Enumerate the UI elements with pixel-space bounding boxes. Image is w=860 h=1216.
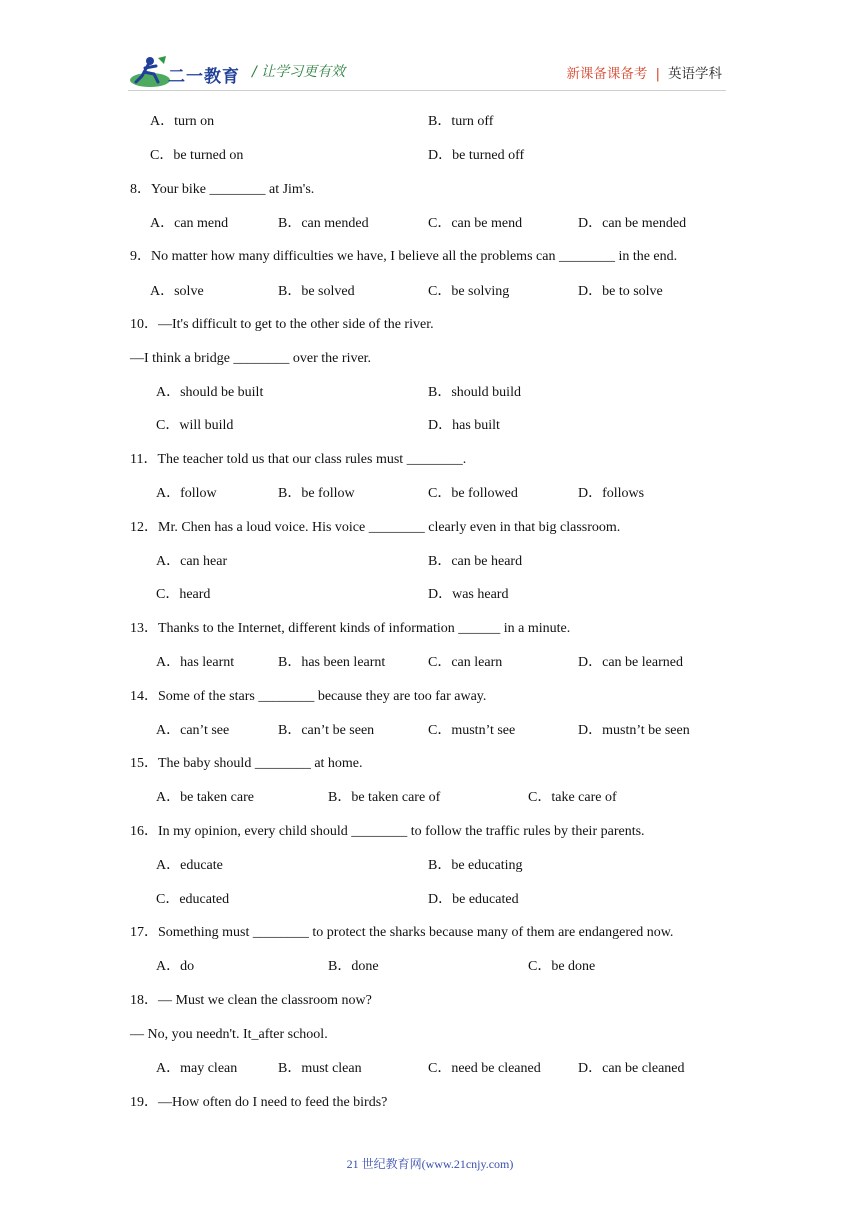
q8-option-c: C．can be mend (428, 216, 523, 231)
q18-option-a: A．may clean (156, 1061, 238, 1076)
q8-option-b: B．can mended (278, 216, 369, 231)
question-16: 16．In my opinion, every child should ________ to follow the traffic rules by their parents. (130, 824, 645, 839)
q7-option-d: D．be turned off (428, 148, 525, 163)
q17-option-b: B．done (328, 959, 379, 974)
q10-option-d: D．has built (428, 418, 500, 433)
q11-option-c: C．be followed (428, 486, 518, 501)
q13-option-d: D．can be learned (578, 655, 683, 670)
q16-option-d: D．be educated (428, 892, 519, 907)
subject-label: 英语学科 (668, 66, 722, 82)
header-separator: | (655, 66, 660, 82)
q10-option-b: B．should build (428, 385, 521, 400)
q18-option-c: C．need be cleaned (428, 1061, 541, 1076)
q15-option-b: B．be taken care of (328, 790, 441, 805)
q13-option-c: C．can learn (428, 655, 503, 670)
q7-option-b: B．turn off (428, 114, 494, 129)
q12-option-b: B．can be heard (428, 554, 523, 569)
q11-option-b: B．be follow (278, 486, 355, 501)
q14-option-d: D．mustn’t be seen (578, 723, 690, 738)
q8-option-a: A．can mend (150, 216, 229, 231)
q8-option-d: D．can be mended (578, 216, 687, 231)
q14-option-b: B．can’t be seen (278, 723, 375, 738)
question-14: 14．Some of the stars ________ because they are too far away. (130, 689, 487, 704)
header-right (566, 62, 722, 82)
q17-option-a: A．do (156, 959, 195, 974)
header-divider (128, 90, 726, 91)
question-13: 13．Thanks to the Internet, different kinds of information ______ in a minute. (130, 621, 571, 636)
q13-option-b: B．has been learnt (278, 655, 386, 670)
q9-option-a: A．solve (150, 284, 204, 299)
question-15: 15．The baby should ________ at home. (130, 756, 363, 771)
course-label: 新课备课备考 (566, 66, 648, 82)
q12-option-c: C．heard (156, 587, 211, 602)
brand-name: 二一教育 (168, 67, 240, 87)
q11-option-a: A．follow (156, 486, 217, 501)
q16-option-b: B．be educating (428, 858, 523, 873)
q12-option-a: A．can hear (156, 554, 228, 569)
q7-option-a: A．turn on (150, 114, 215, 129)
q14-option-c: C．mustn’t see (428, 723, 516, 738)
q10-option-a: A．should be built (156, 385, 264, 400)
page-footer: 21 世纪教育网(www.21cnjy.com) (346, 1157, 514, 1171)
q15-option-c: C．take care of (528, 790, 617, 805)
q13-option-a: A．has learnt (156, 655, 235, 670)
question-12: 12．Mr. Chen has a loud voice. His voice ________ clearly even in that big classroom. (130, 520, 621, 535)
q16-option-c: C．educated (156, 892, 230, 907)
q18-option-b: B．must clean (278, 1061, 362, 1076)
q18-option-d: D．can be cleaned (578, 1061, 685, 1076)
q12-option-d: D．was heard (428, 587, 509, 602)
question-19: 19．—How often do I need to feed the birds? (130, 1095, 388, 1110)
question-10: 10．—It's difficult to get to the other side of the river. (130, 317, 434, 332)
q9-option-b: B．be solved (278, 284, 355, 299)
question-10-reply: —I think a bridge ________ over the river. (130, 351, 372, 366)
q15-option-a: A．be taken care (156, 790, 254, 805)
q17-option-c: C．be done (528, 959, 596, 974)
question-18-reply: — No, you needn't. It_after school. (130, 1027, 328, 1042)
q9-option-d: D．be to solve (578, 284, 663, 299)
q10-option-c: C．will build (156, 418, 234, 433)
question-9: 9．No matter how many difficulties we have, I believe all the problems can ________ in the end. (130, 249, 678, 264)
question-11: 11．The teacher told us that our class rules must ________. (130, 452, 467, 467)
q16-option-a: A．educate (156, 858, 223, 873)
page-header (0, 0, 860, 100)
q11-option-d: D．follows (578, 486, 645, 501)
q7-option-c: C．be turned on (150, 148, 244, 163)
question-18: 18．— Must we clean the classroom now? (130, 993, 372, 1008)
q9-option-c: C．be solving (428, 284, 510, 299)
question-8: 8．Your bike ________ at Jim's. (130, 182, 315, 197)
brand-slogan: / 让学习更有效 (252, 64, 346, 80)
q14-option-a: A．can’t see (156, 723, 230, 738)
question-17: 17．Something must ________ to protect the sharks because many of them are endangered now. (130, 925, 674, 940)
